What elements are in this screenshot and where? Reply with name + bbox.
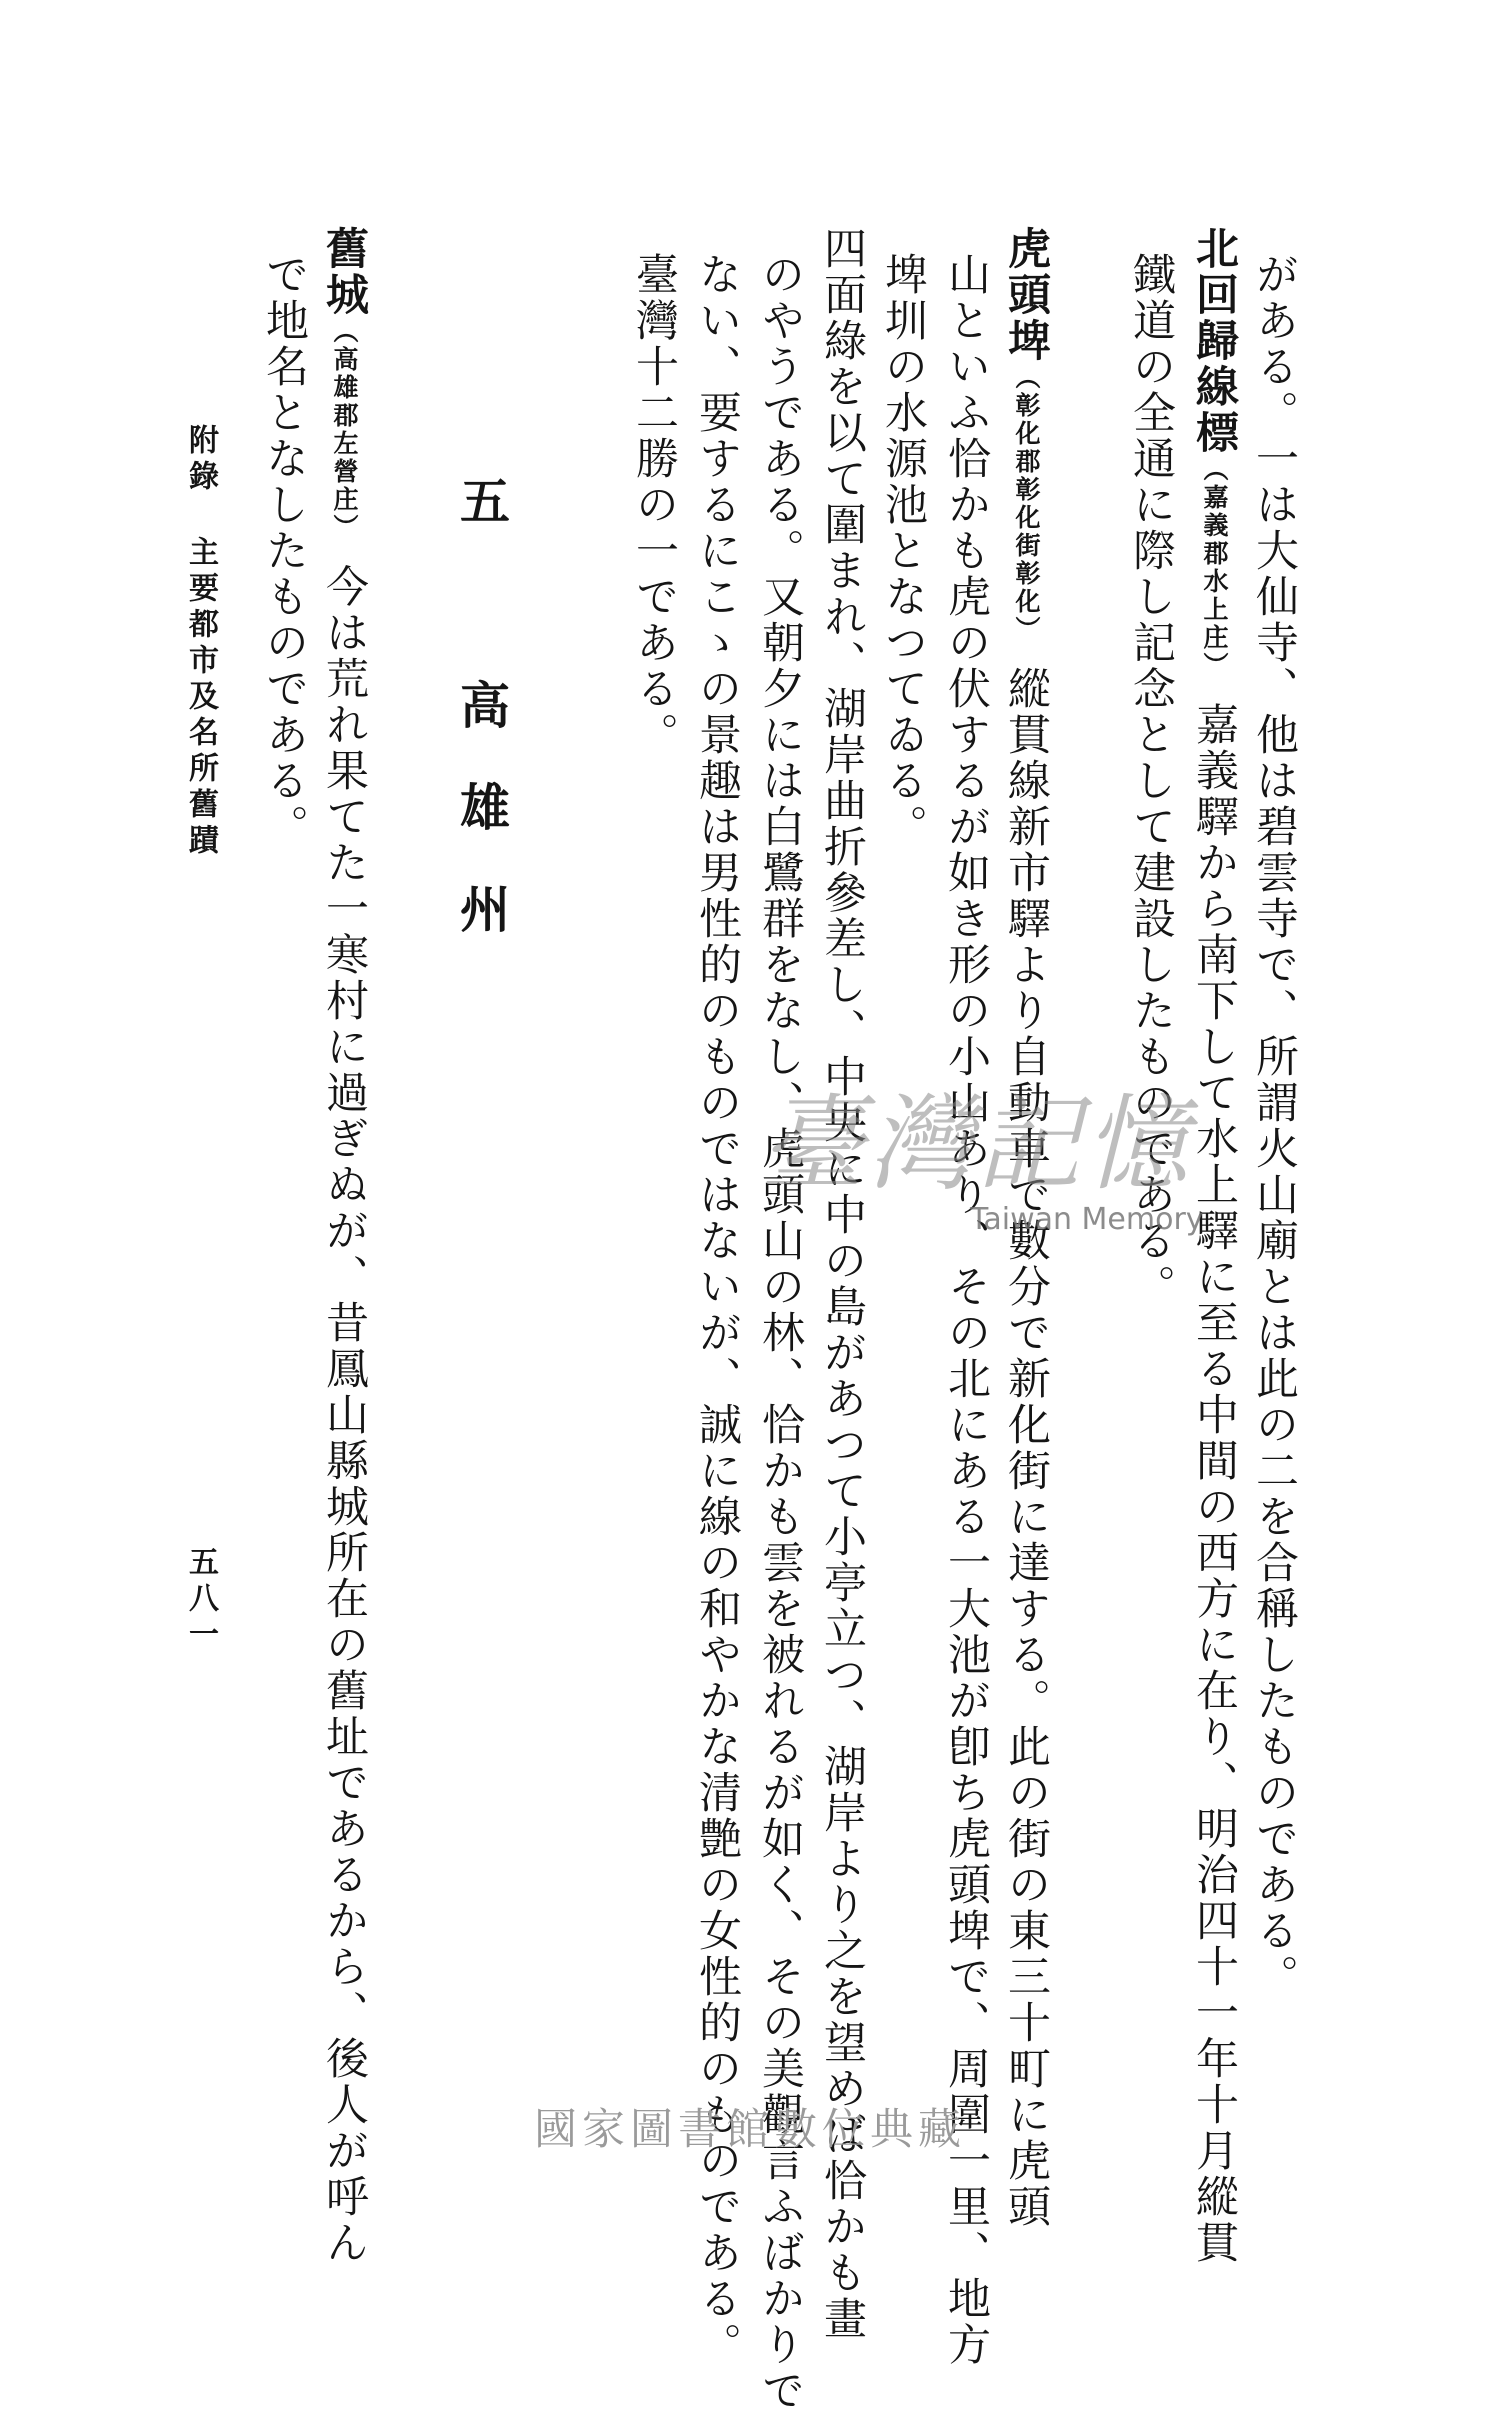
- section-heading: 五 高雄州: [452, 475, 511, 985]
- kyujo-body: 今は荒れ果てた一寒村に過ぎぬが、昔鳳山縣城所在の舊址であるから、後人が呼ん: [319, 564, 369, 2266]
- kotoupi-line: ない、要するにこゝの景趣は男性的のものではないが、誠に線の和やかな清艶の女性的のものである。: [692, 252, 742, 2368]
- watermark-en: Taiwan Memory: [970, 1202, 1204, 1237]
- kitakaiki-line2: 鐵道の全通に際し記念として建設したものである。: [1126, 252, 1176, 1310]
- text-column-kotoupi-7: [629, 252, 679, 2052]
- kotoupi-line: 山といふ恰かも虎の伏するが如き形の小山あり、その北にある一大池が卽ち虎頭埤で、周圍一里、地方: [941, 252, 991, 2368]
- watermark: [760, 1060, 1280, 1260]
- kotoupi-line: 四面綠を以て圍まれ、湖岸曲折參差し、中央に中の島があつて小亭立つ、湖岸より之を望めば恰かも畫: [817, 226, 867, 2342]
- kyujo-title: 舊城: [319, 226, 369, 318]
- kitakaiki-title: 北回歸線標: [1189, 226, 1239, 456]
- text-column-kyujo-2: [259, 252, 309, 2052]
- intro-text: がある。一は大仙寺、他は碧雲寺で、所謂火山廟とは此の二を合稱したものである。: [1249, 252, 1299, 2000]
- kotoupi-title: 虎頭埤: [1001, 226, 1051, 364]
- running-head-title: 主要都市及名所舊蹟: [183, 536, 218, 860]
- kotoupi-line: 埤圳の水源池となつてゐる。: [878, 252, 928, 850]
- running-head: [178, 424, 222, 860]
- kyujo-location: （高雄郡左營庄）: [330, 318, 359, 542]
- text-column-kyujo-1: [319, 226, 369, 2266]
- kitakaiki-location: （嘉義郡水上庄）: [1200, 456, 1229, 680]
- text-column-kotoupi-6: [692, 252, 742, 2368]
- kotoupi-location: （彰化郡彰化街彰化）: [1012, 364, 1041, 644]
- running-head-label: 附錄: [183, 424, 218, 496]
- watermark-cjk: 臺灣記憶: [760, 1083, 1193, 1205]
- kotoupi-line: のやうである。又朝夕には白鷺群をなし、虎頭山の林、恰かも雲を被れるが如く、その美觀言ふばかりで: [755, 252, 805, 2414]
- kitakaiki-body: 嘉義驛から南下して水上驛に至る中間の西方に在り、明治四十一年十月縱貫: [1189, 702, 1239, 2266]
- footer-credit: 國家圖書館數位典藏: [534, 2105, 966, 2155]
- page-number: 五八一: [183, 1546, 218, 1654]
- kyujo-line2: で地名となしたものである。: [259, 252, 309, 850]
- kotoupi-body: 縱貫線新市驛より自動車で數分で新化街に達する。此の街の東三十町に虎頭: [1001, 666, 1051, 2230]
- kotoupi-line: 臺灣十二勝の一である。: [629, 252, 679, 758]
